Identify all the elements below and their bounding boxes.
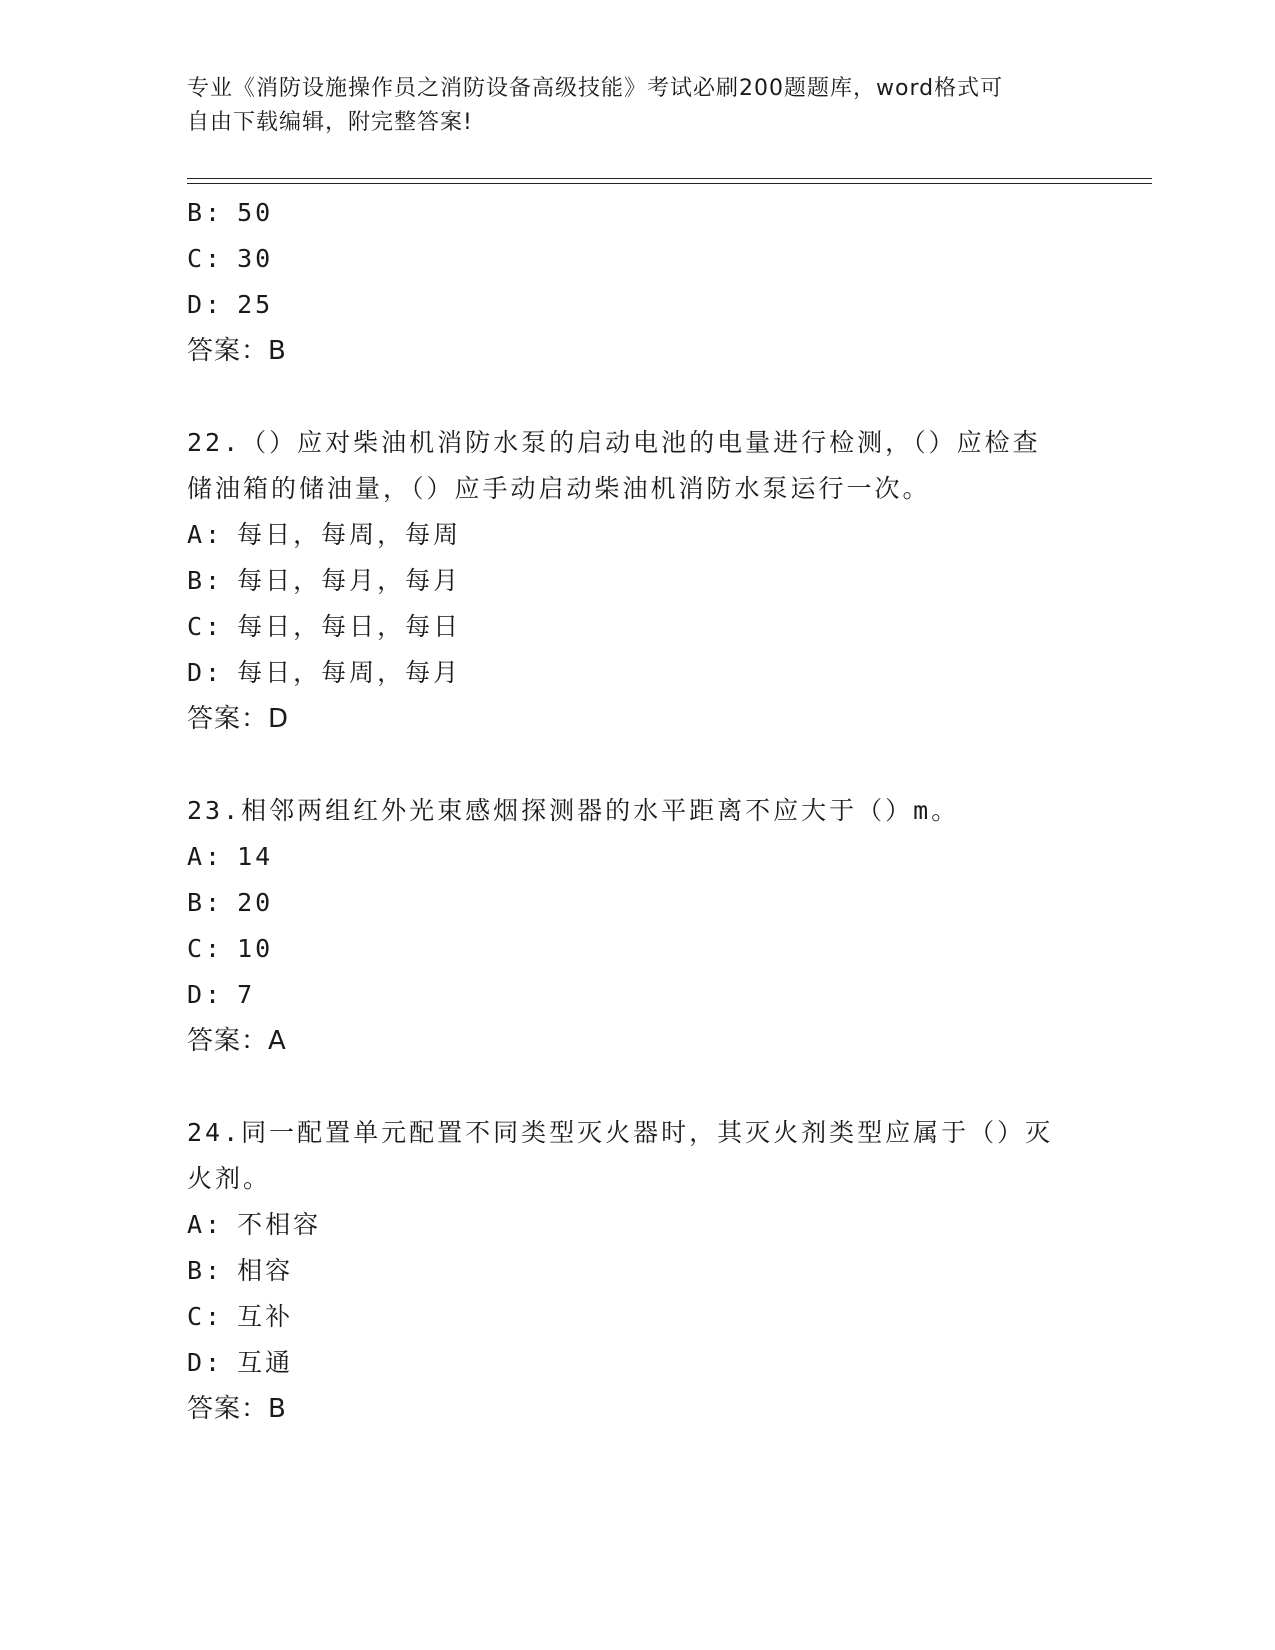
header-divider-top	[187, 178, 1152, 179]
option-key: C:	[187, 1302, 224, 1331]
option-key: C:	[187, 244, 224, 273]
option-c	[187, 236, 1087, 282]
option-value: 互补	[237, 1302, 294, 1331]
option-c	[187, 604, 1087, 650]
question-22	[187, 420, 1087, 742]
question-21	[187, 190, 1087, 374]
option-key: A:	[187, 842, 224, 871]
option-c	[187, 1294, 1087, 1340]
header-line-2: 自由下载编辑，附完整答案!	[187, 110, 473, 135]
option-b	[187, 880, 1087, 926]
option-key: B:	[187, 1256, 224, 1285]
spacer	[187, 1064, 1087, 1110]
stem-line-1: 24.同一配置单元配置不同类型灭火器时，其灭火剂类型应属于（）灭	[187, 1118, 1054, 1147]
option-b	[187, 190, 1087, 236]
stem-line-2: 储油箱的储油量，（）应手动启动柴油机消防水泵运行一次。	[187, 474, 931, 503]
option-value: 每日，每月，每月	[237, 566, 462, 595]
option-value: 14	[237, 842, 274, 871]
answer-line: 答案：D	[187, 704, 290, 734]
header-divider-bottom	[187, 183, 1152, 184]
option-key: C:	[187, 934, 224, 963]
option-value: 每日，每日，每日	[237, 612, 462, 641]
option-d	[187, 972, 1087, 1018]
option-value: 20	[237, 888, 274, 917]
option-a	[187, 1202, 1087, 1248]
option-value: 互通	[237, 1348, 294, 1377]
question-23	[187, 788, 1087, 1064]
option-d	[187, 1340, 1087, 1386]
option-key: D:	[187, 980, 224, 1009]
option-key: B:	[187, 566, 224, 595]
stem-line-1: 22.（）应对柴油机消防水泵的启动电池的电量进行检测，（）应检查	[187, 428, 1041, 457]
option-a	[187, 834, 1087, 880]
answer-line: 答案：B	[187, 1394, 287, 1424]
option-value: 10	[237, 934, 274, 963]
question-stem	[187, 420, 1067, 512]
option-c	[187, 926, 1087, 972]
option-key: B:	[187, 888, 224, 917]
option-key: A:	[187, 1210, 224, 1239]
option-value: 30	[237, 244, 274, 273]
stem-line-2: 火剂。	[187, 1164, 272, 1193]
spacer	[187, 374, 1087, 420]
spacer	[187, 742, 1087, 788]
option-key: D:	[187, 290, 224, 319]
option-value: 相容	[237, 1256, 294, 1285]
document-header	[187, 72, 1067, 140]
option-value: 每日，每周，每月	[237, 658, 462, 687]
question-24	[187, 1110, 1087, 1432]
option-value: 25	[237, 290, 274, 319]
option-value: 7	[237, 980, 256, 1009]
option-key: C:	[187, 612, 224, 641]
option-value: 每日，每周，每周	[237, 520, 462, 549]
answer-line: 答案：B	[187, 336, 287, 366]
option-b	[187, 1248, 1087, 1294]
question-stem	[187, 1110, 1067, 1202]
question-list	[187, 190, 1087, 1432]
answer-line: 答案：A	[187, 1026, 287, 1056]
option-d	[187, 650, 1087, 696]
question-stem	[187, 788, 1067, 834]
option-value: 50	[237, 198, 274, 227]
stem-line-1: 23.相邻两组红外光束感烟探测器的水平距离不应大于（）m。	[187, 796, 960, 825]
option-key: B:	[187, 198, 224, 227]
option-key: D:	[187, 1348, 224, 1377]
option-d	[187, 282, 1087, 328]
option-b	[187, 558, 1087, 604]
option-key: A:	[187, 520, 224, 549]
option-value: 不相容	[237, 1210, 322, 1239]
option-a	[187, 512, 1087, 558]
option-key: D:	[187, 658, 224, 687]
header-line-1: 专业《消防设施操作员之消防设备高级技能》考试必刷200题题库，word格式可	[187, 76, 1004, 101]
